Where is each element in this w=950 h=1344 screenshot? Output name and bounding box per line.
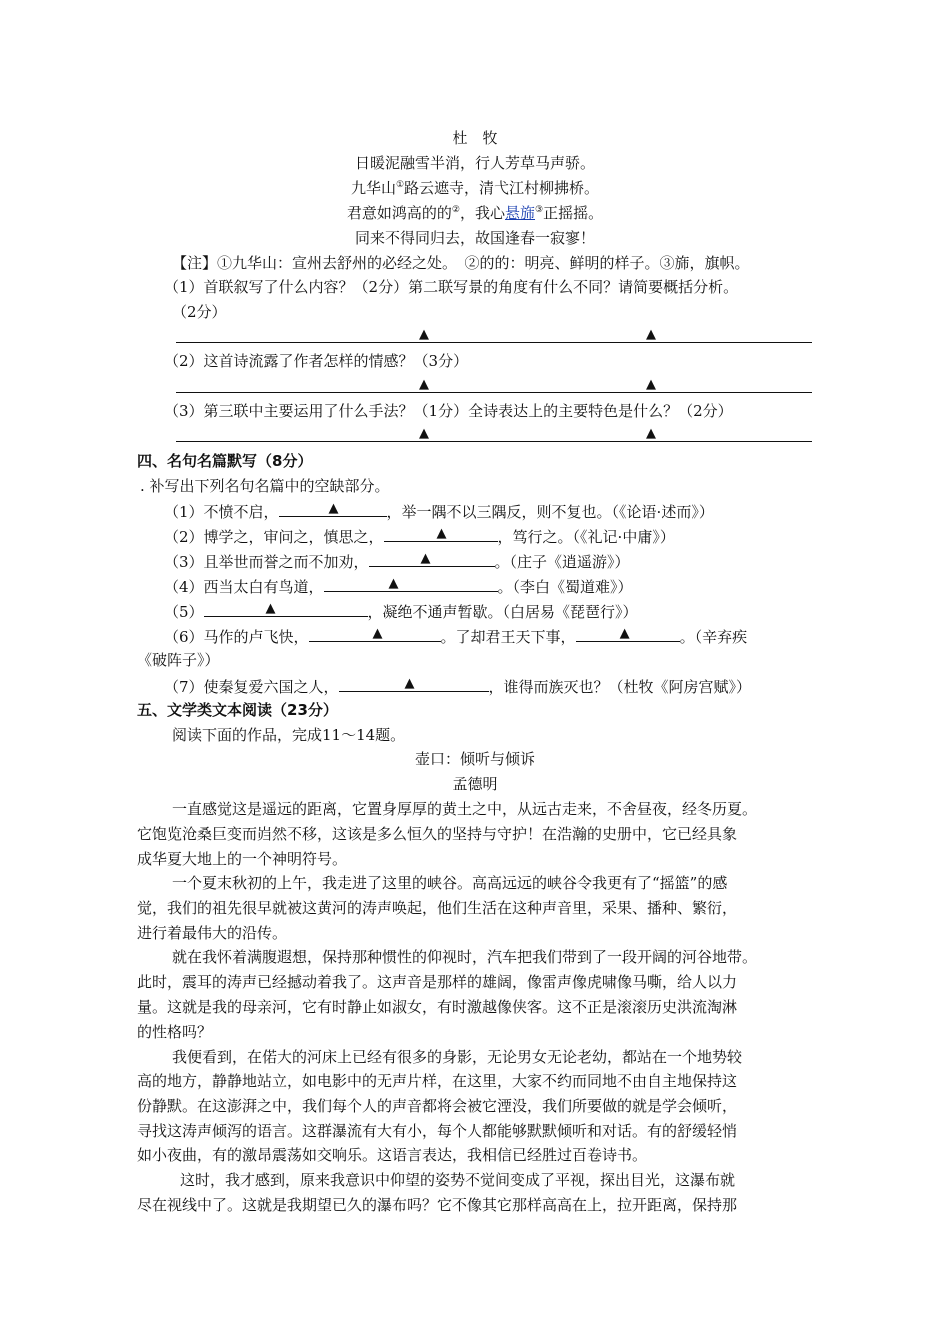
poem-line-2: 九华山①路云遮寺，清弋江村柳拂桥。	[350, 179, 600, 197]
article-line: 高的地方，静静地站立，如电影中的无声片样，在这里，大家不约而同地不由自主地保持这	[137, 1072, 738, 1090]
fill-item-6: （6）马作的卢飞快， ▲ 。了却君王天下事， ▲ 。（辛弃疾	[164, 626, 748, 646]
section-4-instruction: . 补写出下列名句名篇中的空缺部分。	[140, 477, 390, 495]
section-4-heading: 四、名句名篇默写（8分）	[137, 452, 313, 470]
article-line: 份静默。在这澎湃之中，我们每个人的声音都将会被它湮没，我们所要做的就是学会倾听，	[137, 1097, 738, 1115]
poem-line-4: 同来不得同归去，故国逢春一寂寥！	[354, 229, 595, 247]
article-line: 我便看到，在偌大的河床上已经有很多的身影，无论男女无论老幼，都站在一个地势较	[172, 1048, 743, 1066]
article-line: 就在我怀着满腹遐想，保持那种惯性的仰视时，汽车把我们带到了一段开阔的河谷地带。	[172, 948, 758, 966]
section-5-heading: 五、文学类文本阅读（23分）	[137, 701, 338, 719]
article-line: 量。这就是我的母亲河，它有时静止如淑女，有时激越像侠客。这不正是滚滚历史洪流淘淋	[137, 998, 738, 1016]
fill-blank[interactable]: ▲	[204, 600, 368, 617]
answer-marker: ▲	[419, 377, 429, 392]
article-line: 它饱览沧桑巨变而岿然不移，这该是多么恒久的坚持与守护！在浩瀚的史册中，它已经具象	[137, 825, 738, 843]
fill-item-2: （2）博学之，审问之，慎思之， ▲ ，笃行之。（《礼记·中庸》）	[164, 526, 675, 546]
article-title: 壶口：倾听与倾诉	[414, 750, 535, 768]
fill-blank[interactable]: ▲	[324, 575, 498, 592]
fill-blank[interactable]: ▲	[576, 625, 680, 642]
article-line: 一直感觉这是遥远的距离，它置身厚厚的黄土之中，从远古走来，不舍昼夜，经冬历夏。	[172, 800, 758, 818]
article-line: 如小夜曲，有的激昂震荡如交响乐。这语言表达，我相信已经胜过百卷诗书。	[137, 1146, 648, 1164]
fill-blank[interactable]: ▲	[309, 625, 441, 642]
article-line: 一个夏末秋初的上午，我走进了这里的峡谷。高高远远的峡谷令我更有了“摇篮”的感	[172, 874, 728, 892]
fill-item-1: （1）不愤不启， ▲ ，举一隅不以三隅反，则不复也。（《论语·述而》）	[164, 501, 714, 521]
article-line: 觉，我们的祖先很早就被这黄河的涛声唤起，他们生活在这种声音里，采果、播种、繁衍，	[137, 899, 738, 917]
article-line: 成华夏大地上的一个神明符号。	[137, 850, 348, 868]
fill-item-3: （3）且举世而誉之而不加劝， ▲ 。（庄子《逍遥游》）	[164, 551, 630, 571]
article-line: 进行着最伟大的沿传。	[137, 924, 288, 942]
answer-marker: ▲	[646, 426, 656, 441]
answer-line[interactable]	[176, 441, 812, 442]
article-author: 孟德明	[452, 775, 498, 793]
question-1: （1）首联叙写了什么内容？（2分）第二联写景的角度有什么不同？请简要概括分析。	[164, 278, 739, 296]
article-line: 寻找这涛声倾泻的语言。这群瀑流有大有小，每个人都能够默默倾听和对话。有的舒缓轻悄	[137, 1122, 738, 1140]
question-3: （3）第三联中主要运用了什么手法？（1分）全诗表达上的主要特色是什么？（2分）	[164, 402, 733, 420]
answer-line[interactable]	[176, 392, 812, 393]
fill-item-5: （5） ▲ ，凝绝不通声暂歇。（白居易《琵琶行》）	[164, 601, 638, 621]
fill-item-7: （7）使秦复爱六国之人， ▲ ，谁得而族灭也？（杜牧《阿房宫赋》）	[164, 676, 752, 696]
answer-marker: ▲	[419, 327, 429, 342]
article-line: 的性格吗？	[137, 1023, 213, 1041]
article-line: 尽在视线中了。这就是我期望已久的瀑布吗？它不像其它那样高高在上，拉开距离，保持那	[137, 1196, 738, 1214]
fill-blank[interactable]: ▲	[384, 525, 498, 542]
poem-note: 【注】①九华山：宣州去舒州的必经之处。 ②的的：明亮、鲜明的样子。③旆，旗帜。	[172, 254, 750, 272]
fill-blank[interactable]: ▲	[279, 500, 387, 517]
answer-marker: ▲	[419, 426, 429, 441]
question-1-score: （2分）	[172, 303, 227, 321]
article-line: 这时，我才感到，原来我意识中仰望的姿势不觉间变成了平视，探出目光，这瀑布就	[180, 1171, 736, 1189]
answer-marker: ▲	[646, 327, 656, 342]
poem-line-3: 君意如鸿高的的②，我心悬旆③正摇摇。	[346, 204, 604, 222]
fill-blank[interactable]: ▲	[339, 675, 489, 692]
fill-item-4: （4）西当太白有鸟道， ▲ 。（李白《蜀道难》）	[164, 576, 633, 596]
fill-blank[interactable]: ▲	[369, 550, 495, 567]
article-line: 此时，震耳的涛声已经撼动着我了。这声音是那样的雄阔，像雷声像虎啸像马嘶，给人以力	[137, 973, 738, 991]
poem-author: 杜 牧	[452, 129, 498, 147]
fill-item-6-continued: 《破阵子》）	[137, 651, 220, 669]
annotation-link[interactable]: 悬旆	[505, 204, 536, 222]
poem-line-1: 日暖泥融雪半消，行人芳草马声骄。	[354, 154, 595, 172]
answer-marker: ▲	[646, 377, 656, 392]
answer-line[interactable]	[176, 342, 812, 343]
section-5-instruction: 阅读下面的作品，完成11～14题。	[172, 726, 406, 744]
question-2: （2）这首诗流露了作者怎样的情感？（3分）	[164, 352, 469, 370]
